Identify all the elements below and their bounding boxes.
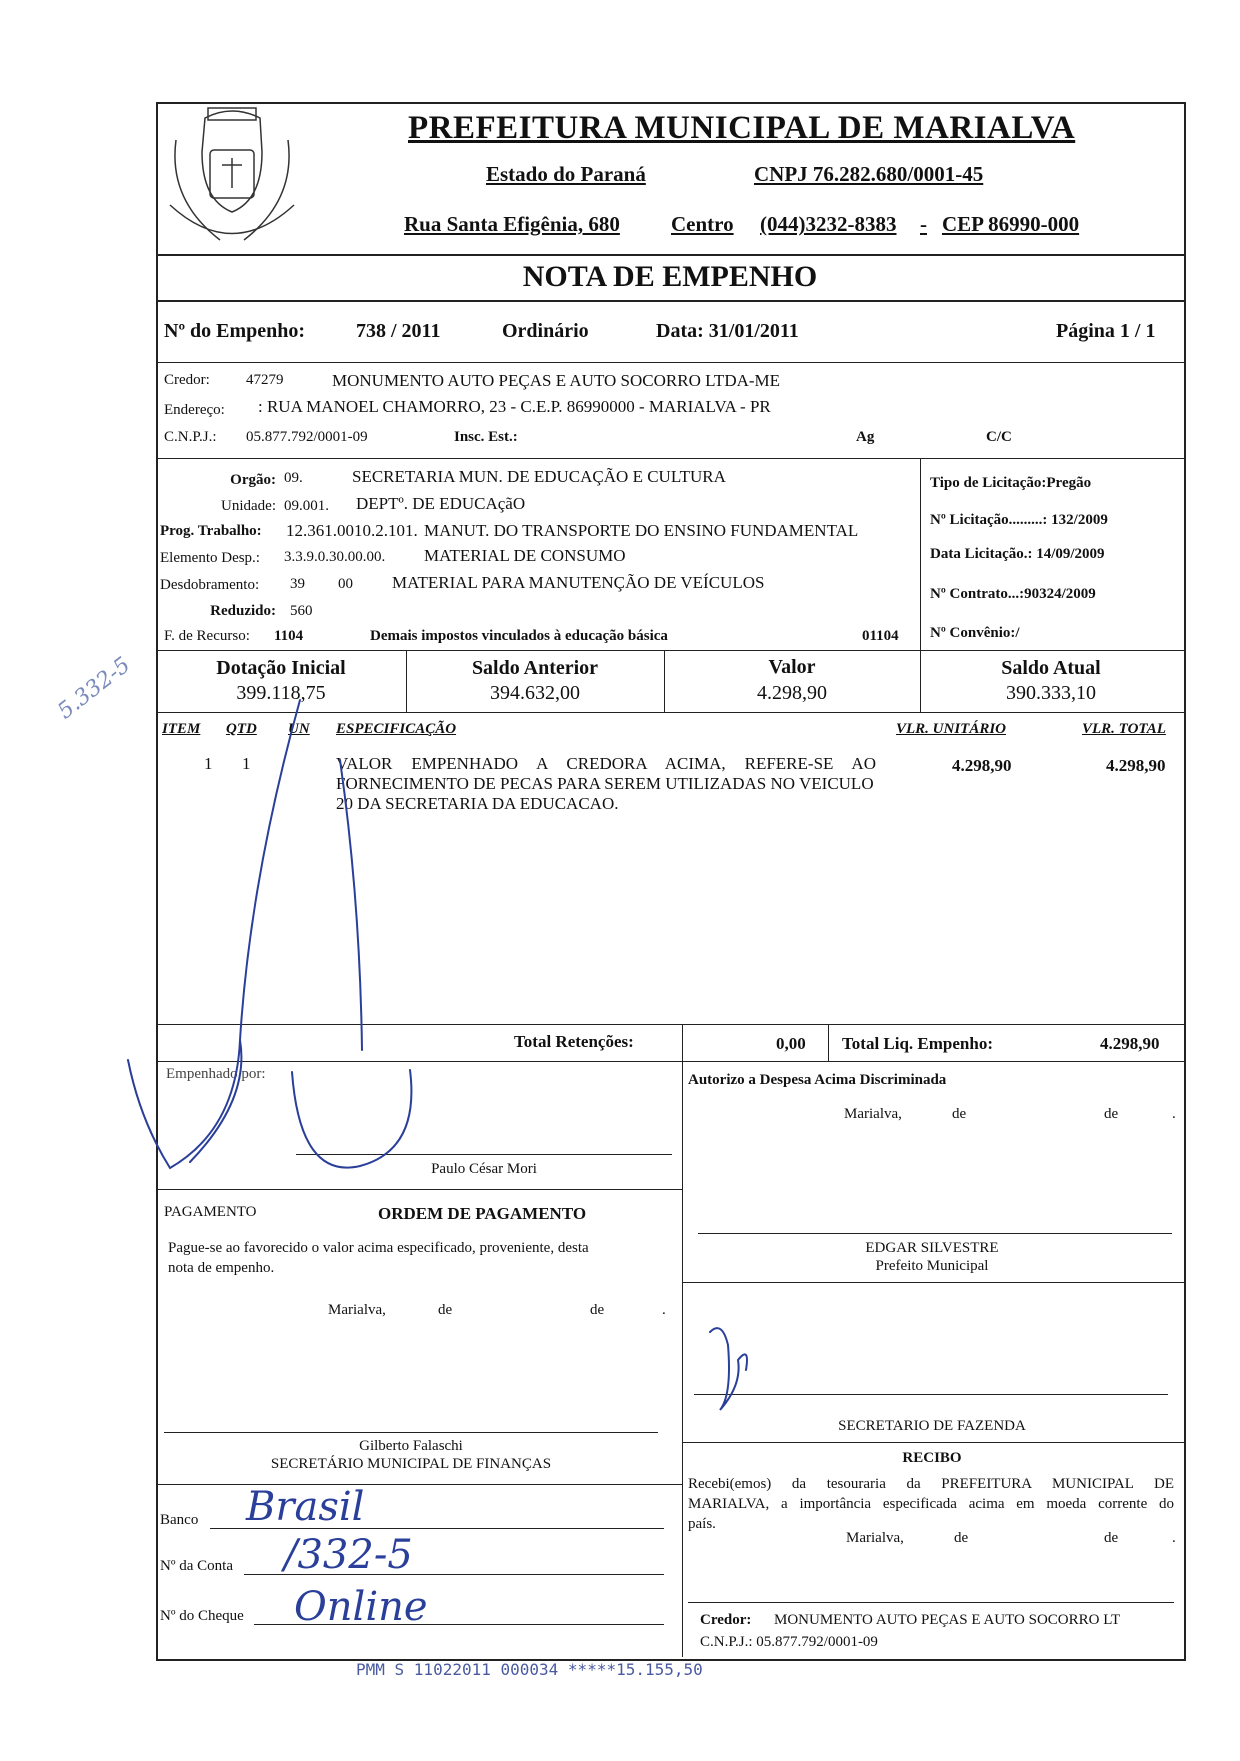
banco-handwritten: Brasil <box>246 1484 365 1530</box>
recurso-name: Demais impostos vinculados à educação básica <box>370 628 668 644</box>
col-especificacao: ESPECIFICAÇÃO <box>336 721 457 737</box>
row-unit-value: 4.298,90 <box>952 756 1012 775</box>
elemento-name: MATERIAL DE CONSUMO <box>424 546 626 565</box>
banco-label: Banco <box>160 1512 199 1528</box>
recurso-code: 1104 <box>274 628 304 644</box>
financas-title: SECRETÁRIO MUNICIPAL DE FINANÇAS <box>270 1456 552 1472</box>
elemento-label: Elemento Desp.: <box>160 550 260 566</box>
row-spec-line3: 20 DA SECRETARIA DA EDUCACAO. <box>336 794 619 813</box>
desdobramento-code: 39 <box>290 576 305 592</box>
autorizo-text: Autorizo a Despesa Acima Discriminada <box>688 1072 947 1088</box>
recibo-text-1: Recebi(emos) da tesouraria da PREFEITURA MUNICIPAL DE <box>688 1476 1174 1492</box>
col-total-value: VLR. TOTAL <box>1082 721 1166 737</box>
empenho-number: 738 / 2011 <box>356 320 441 342</box>
fazenda-title: SECRETARIO DE FAZENDA <box>838 1418 1026 1434</box>
unidade-code: 09.001. <box>284 498 329 514</box>
credor-code: 47279 <box>246 372 284 388</box>
autorizo-de-2: de <box>1104 1106 1119 1122</box>
credor-label: Credor: <box>164 372 210 388</box>
empenho-type: Ordinário <box>502 320 589 342</box>
saldo-atual-label: Saldo Atual <box>1001 657 1101 679</box>
payment-text-1: Pague-se ao favorecido o valor acima especificado, proveniente, desta <box>168 1240 589 1256</box>
retencoes-label: Total Retenções: <box>514 1032 634 1051</box>
recibo-credor-name: MONUMENTO AUTO PEÇAS E AUTO SOCORRO LT <box>774 1612 1121 1628</box>
row-qtd: 1 <box>242 754 251 773</box>
payment-de-2: de <box>590 1302 605 1318</box>
recibo-title: RECIBO <box>902 1450 962 1466</box>
header-separator: - <box>920 212 927 236</box>
recibo-city: Marialva, <box>846 1530 904 1546</box>
row-item: 1 <box>204 754 213 773</box>
desdobramento-label: Desdobramento: <box>160 577 260 593</box>
conta-handwritten: /332-5 <box>284 1532 413 1578</box>
financas-name: Gilberto Falaschi <box>359 1438 463 1454</box>
credor-address: : RUA MANOEL CHAMORRO, 23 - C.E.P. 86990000 - MARIALVA - PR <box>258 397 771 416</box>
state-name: Estado do Paraná <box>486 162 646 186</box>
account-label: C/C <box>986 429 1012 445</box>
empenhado-label: Empenhado por: <box>166 1066 266 1082</box>
autorizo-city: Marialva, <box>844 1106 902 1122</box>
municipality-cnpj: CNPJ 76.282.680/0001-45 <box>754 162 984 186</box>
desdobramento-name: MATERIAL PARA MANUTENÇÃO DE VEÍCULOS <box>392 573 765 592</box>
row-total-value: 4.298,90 <box>1106 756 1166 775</box>
municipality-phone: (044)3232-8383 <box>760 212 897 236</box>
payment-text-2: nota de empenho. <box>168 1260 275 1276</box>
col-qtd: QTD <box>226 721 257 737</box>
valor-label: Valor <box>768 656 816 678</box>
credor-cnpj: 05.877.792/0001-09 <box>246 429 368 445</box>
stamp-line: PMM S 11022011 000034 *****15.155,50 <box>356 1660 703 1679</box>
col-item: ITEM <box>162 721 201 737</box>
ordem-pagamento-label: ORDEM DE PAGAMENTO <box>378 1204 587 1223</box>
unidade-label: Unidade: <box>221 498 276 514</box>
margin-handwriting: 5.332-5 <box>53 652 136 725</box>
saldo-atual-value: 390.333,10 <box>1006 682 1096 704</box>
cnpj-label: C.N.P.J.: <box>164 429 217 445</box>
prog-name: MANUT. DO TRANSPORTE DO ENSINO FUNDAMENTAL <box>424 521 859 540</box>
recurso-number: 01104 <box>862 628 899 644</box>
unidade-name: DEPTº. DE EDUCAçãO <box>356 494 526 513</box>
row-spec-line2: FORNECIMENTO DE PECAS PARA SEREM UTILIZADAS NO VEICULO <box>336 774 874 793</box>
orgao-code: 09. <box>284 470 303 486</box>
payment-dot: . <box>662 1302 666 1318</box>
conta-label: Nº da Conta <box>160 1558 233 1574</box>
reduzido-label: Reduzido: <box>210 603 276 619</box>
document-title: NOTA DE EMPENHO <box>522 260 818 293</box>
pagamento-label: PAGAMENTO <box>164 1204 257 1220</box>
municipality-district: Centro <box>671 212 734 236</box>
recibo-credor-label: Credor: <box>700 1612 752 1628</box>
credor-name: MONUMENTO AUTO PEÇAS E AUTO SOCORRO LTDA-ME <box>332 371 781 390</box>
recurso-label: F. de Recurso: <box>164 628 250 644</box>
payment-de-1: de <box>438 1302 453 1318</box>
retencoes-value: 0,00 <box>776 1034 806 1053</box>
orgao-label: Orgão: <box>230 472 276 488</box>
saldo-anterior-label: Saldo Anterior <box>471 657 599 679</box>
recibo-de-2: de <box>1104 1530 1119 1546</box>
municipality-title: PREFEITURA MUNICIPAL DE MARIALVA <box>408 110 1076 146</box>
elemento-code: 3.3.9.0.30.00.00. <box>284 549 386 565</box>
recibo-credor-cnpj: C.N.P.J.: 05.877.792/0001-09 <box>700 1634 878 1650</box>
prog-label: Prog. Trabalho: <box>160 523 262 539</box>
orgao-name: SECRETARIA MUN. DE EDUCAÇÃO E CULTURA <box>352 467 726 486</box>
cheque-label: Nº do Cheque <box>160 1608 244 1624</box>
empenho-date: Data: 31/01/2011 <box>656 320 799 342</box>
row-spec-line1: VALOR EMPENHADO A CREDORA ACIMA, REFERE-SE AO <box>336 754 876 773</box>
saldo-anterior-value: 394.632,00 <box>490 682 580 704</box>
prefeito-title: Prefeito Municipal <box>875 1258 989 1274</box>
address-label: Endereço: <box>164 402 225 418</box>
valor-value: 4.298,90 <box>757 682 827 704</box>
page-number: Página 1 / 1 <box>1056 320 1156 342</box>
licitacao-date: Data Licitação.: 14/09/2009 <box>930 546 1105 562</box>
empenho-number-label: Nº do Empenho: <box>164 320 306 342</box>
agency-label: Ag <box>856 429 875 445</box>
payment-city: Marialva, <box>328 1302 386 1318</box>
reduzido-value: 560 <box>290 603 313 619</box>
municipality-address: Rua Santa Efigênia, 680 <box>404 212 620 236</box>
recibo-de-1: de <box>954 1530 969 1546</box>
recibo-dot: . <box>1172 1530 1176 1546</box>
empenhado-name: Paulo César Mori <box>431 1161 537 1177</box>
autorizo-de-1: de <box>952 1106 967 1122</box>
licitacao-number: Nº Licitação.........: 132/2009 <box>930 512 1108 528</box>
liquid-value: 4.298,90 <box>1100 1034 1160 1053</box>
dotacao-value: 399.118,75 <box>236 682 326 704</box>
cheque-handwritten: Online <box>294 1584 428 1630</box>
insc-est-label: Insc. Est.: <box>454 429 518 445</box>
recibo-text-3: país. <box>688 1516 716 1532</box>
col-unit-value: VLR. UNITÁRIO <box>896 721 1007 737</box>
contract-number: Nº Contrato...:90324/2009 <box>930 586 1096 602</box>
municipality-cep: CEP 86990-000 <box>942 212 1080 236</box>
desdobramento-sub: 00 <box>338 576 353 592</box>
prog-code: 12.361.0010.2.101. <box>286 521 418 540</box>
licitacao-type: Tipo de Licitação:Pregão <box>930 475 1092 491</box>
prefeito-name: EDGAR SILVESTRE <box>865 1240 999 1256</box>
recibo-text-2: MARIALVA, a importância especificada acima em moeda corrente do <box>688 1496 1174 1512</box>
liquid-label: Total Liq. Empenho: <box>842 1034 993 1053</box>
dotacao-label: Dotação Inicial <box>216 657 346 679</box>
autorizo-dot: . <box>1172 1106 1176 1122</box>
col-un: UN <box>288 721 310 737</box>
convenio-number: Nº Convênio:/ <box>930 625 1020 641</box>
